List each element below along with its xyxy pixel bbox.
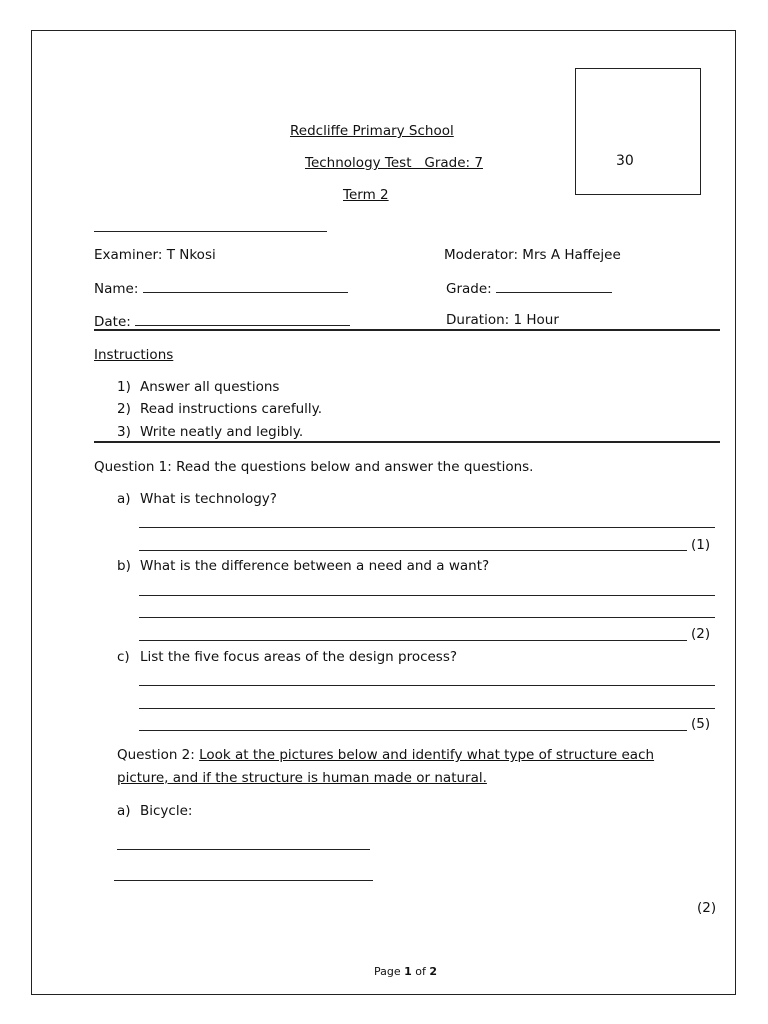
details-divider [94, 329, 720, 331]
question-text: List the five focus areas of the design process? [140, 649, 458, 665]
instruction-num: 2) [117, 401, 131, 417]
question2-text: Look at the pictures below and identify what type of structure each [199, 747, 655, 763]
grade-blank[interactable] [496, 279, 612, 293]
grade-label: Grade: [446, 281, 492, 297]
page-number [374, 963, 437, 980]
marks: (2) [697, 900, 717, 916]
question2-prefix: Question 2: [117, 747, 200, 763]
answer-line[interactable] [114, 880, 373, 881]
page-total: 2 [429, 965, 438, 978]
name-blank[interactable] [143, 279, 348, 293]
name-label: Name: [94, 281, 139, 297]
test-title: Technology Test Grade: 7 [305, 155, 483, 171]
instructions-heading: Instructions [94, 347, 174, 363]
question1-title: Question 1: Read the questions below and answer the questions. [94, 459, 534, 475]
answer-line[interactable] [139, 527, 715, 528]
answer-line[interactable] [139, 685, 715, 686]
answer-line[interactable] [139, 550, 687, 551]
total-marks: 30 [616, 153, 634, 169]
marks: (2) [691, 626, 711, 642]
date-label: Date: [94, 314, 131, 330]
question2-line1 [117, 747, 654, 764]
name-row [94, 279, 348, 298]
question-text: What is technology? [140, 491, 277, 507]
page-of: of [411, 965, 430, 978]
answer-line[interactable] [117, 849, 370, 850]
instructions-divider [94, 441, 720, 443]
page-current: 1 [404, 965, 412, 978]
question-letter: a) [117, 803, 131, 819]
instruction-text: Read instructions carefully. [140, 401, 322, 417]
term-label: Term 2 [343, 187, 389, 203]
answer-line[interactable] [139, 617, 715, 618]
question-text: Bicycle: [140, 803, 193, 819]
answer-line[interactable] [139, 730, 687, 731]
header-divider-line [94, 231, 327, 232]
answer-line[interactable] [139, 708, 715, 709]
school-name: Redcliffe Primary School [290, 123, 454, 139]
marks: (1) [691, 537, 711, 553]
instruction-text: Write neatly and legibly. [140, 424, 304, 440]
question-letter: b) [117, 558, 131, 574]
date-blank[interactable] [135, 312, 350, 326]
total-marks-box [575, 68, 701, 195]
question-text: What is the difference between a need and a want? [140, 558, 490, 574]
page-prefix: Page [374, 965, 405, 978]
question-letter: c) [117, 649, 130, 665]
instruction-num: 3) [117, 424, 131, 440]
question2-line2: picture, and if the structure is human made or natural. [117, 770, 487, 786]
grade-row [446, 279, 612, 298]
examiner-label: Examiner: T Nkosi [94, 247, 216, 263]
answer-line[interactable] [139, 640, 687, 641]
question-letter: a) [117, 491, 131, 507]
instruction-text: Answer all questions [140, 379, 280, 395]
instruction-num: 1) [117, 379, 131, 395]
answer-line[interactable] [139, 595, 715, 596]
moderator-label: Moderator: Mrs A Haffejee [444, 247, 621, 263]
marks: (5) [691, 716, 711, 732]
duration-label: Duration: 1 Hour [446, 312, 559, 328]
